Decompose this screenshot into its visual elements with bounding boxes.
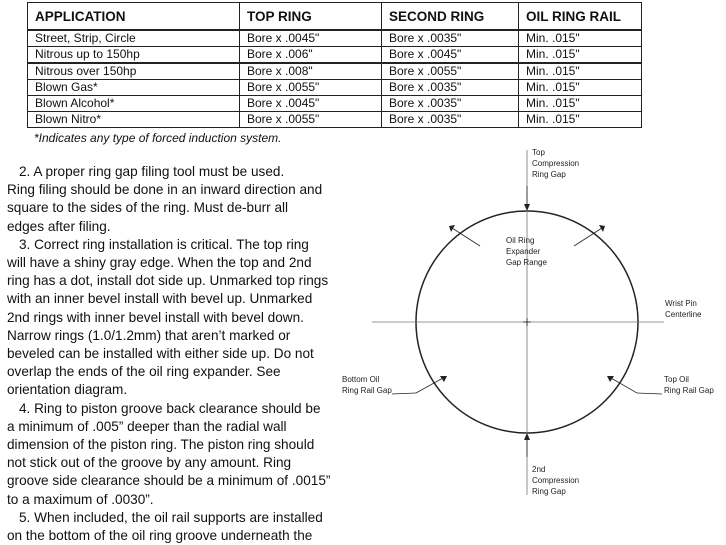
- step-4-line: 4. Ring to piston groove back clearance should be: [19, 400, 321, 416]
- step-4-line: not stick out of the groove by any amount. Ring: [7, 455, 292, 471]
- step-4-line: groove side clearance should be a minimum of .0015”: [7, 473, 331, 489]
- cell-application: Blown Gas*: [28, 80, 240, 96]
- header-top-ring: TOP RING: [240, 3, 382, 31]
- step-3-line: Narrow rings (1.0/1.2mm) that aren’t marked or: [7, 327, 291, 343]
- table-footnote: *Indicates any type of forced induction system.: [34, 131, 282, 145]
- step-2-line: Ring filing should be done in an inward direction and: [7, 182, 323, 198]
- step-5-line: on the bottom of the oil ring groove underneath the: [7, 528, 313, 544]
- cell-top-ring: Bore x .0045": [240, 96, 382, 112]
- table-header-row: [28, 3, 642, 31]
- top-oil-gap-label: Top Oil Ring Rail Gap: [664, 375, 714, 395]
- step-2-line: 2. A proper ring gap filing tool must be used.: [19, 164, 285, 179]
- top-gap-label: Top Compression Ring Gap: [532, 148, 580, 179]
- cell-application: Street, Strip, Circle: [28, 30, 240, 47]
- cell-application: Blown Nitro*: [28, 112, 240, 128]
- step-3-line: 2nd rings with inner bevel install with bevel down.: [7, 309, 304, 325]
- table-row: [28, 112, 642, 128]
- table-row: [28, 80, 642, 96]
- step-4-line: a minimum of .005” deeper than the radial wall: [7, 418, 287, 434]
- step-3-line: ring has a dot, install dot side up. Unmarked top rings: [7, 273, 329, 289]
- instructions-text: [7, 163, 337, 545]
- table-row: [28, 47, 642, 64]
- ring-gap-table: [27, 2, 642, 128]
- cell-oil-ring-rail: Min. .015": [519, 30, 642, 47]
- expander-gap-label: Oil Ring Expander Gap Range: [506, 236, 547, 267]
- cell-top-ring: Bore x .008": [240, 63, 382, 80]
- bottom-oil-gap-arrow: [392, 376, 447, 394]
- cell-second-ring: Bore x .0045": [382, 47, 519, 64]
- top-oil-gap-arrow: [607, 376, 662, 394]
- header-second-ring: SECOND RING: [382, 3, 519, 31]
- step-4-line: to a maximum of .0030”.: [7, 491, 154, 507]
- step-3-line: will have a shiny gray edge. When the top and 2nd: [7, 255, 312, 271]
- second-gap-label: 2nd Compression Ring Gap: [532, 465, 580, 496]
- cell-application: Nitrous over 150hp: [28, 63, 240, 80]
- table-row: [28, 96, 642, 112]
- cell-application: Blown Alcohol*: [28, 96, 240, 112]
- cell-oil-ring-rail: Min. .015": [519, 112, 642, 128]
- cell-top-ring: Bore x .0045": [240, 30, 382, 47]
- cell-oil-ring-rail: Min. .015": [519, 47, 642, 64]
- cell-second-ring: Bore x .0035": [382, 112, 519, 128]
- header-oil-ring-rail: OIL RING RAIL: [519, 3, 642, 31]
- ring-orientation-diagram: [330, 140, 722, 516]
- cell-application: Nitrous up to 150hp: [28, 47, 240, 64]
- top-gap-arrow: [524, 186, 530, 211]
- table-row: [28, 30, 642, 47]
- step-2-line: square to the sides of the ring. Must de-burr all: [7, 200, 289, 216]
- cell-second-ring: Bore x .0035": [382, 80, 519, 96]
- bottom-oil-gap-label: Bottom Oil Ring Rail Gap: [342, 375, 392, 395]
- header-application: APPLICATION: [28, 3, 240, 31]
- cell-top-ring: Bore x .0055": [240, 80, 382, 96]
- step-5-line: 5. When included, the oil rail supports are installed: [19, 509, 323, 525]
- cell-oil-ring-rail: Min. .015": [519, 80, 642, 96]
- cell-oil-ring-rail: Min. .015": [519, 96, 642, 112]
- step-3-line: overlap the ends of the oil ring expander. See: [7, 364, 281, 380]
- wrist-pin-label: Wrist Pin Centerline: [665, 299, 702, 319]
- cell-top-ring: Bore x .0055": [240, 112, 382, 128]
- cell-second-ring: Bore x .0055": [382, 63, 519, 80]
- cell-top-ring: Bore x .006": [240, 47, 382, 64]
- step-3-line: beveled can be installed with either side up. Do not: [7, 346, 314, 362]
- cell-second-ring: Bore x .0035": [382, 96, 519, 112]
- step-2-line: edges after filing.: [7, 218, 111, 234]
- step-4-line: dimension of the piston ring. The piston ring should: [7, 437, 315, 453]
- cell-second-ring: Bore x .0035": [382, 30, 519, 47]
- second-gap-arrow: [524, 433, 530, 457]
- step-3-line: with an inner bevel install with bevel up. Unmarked: [7, 291, 313, 307]
- step-3-line: orientation diagram.: [7, 382, 128, 398]
- cell-oil-ring-rail: Min. .015": [519, 63, 642, 80]
- table-row: [28, 63, 642, 80]
- step-3-line: 3. Correct ring installation is critical. The top ring: [19, 236, 309, 252]
